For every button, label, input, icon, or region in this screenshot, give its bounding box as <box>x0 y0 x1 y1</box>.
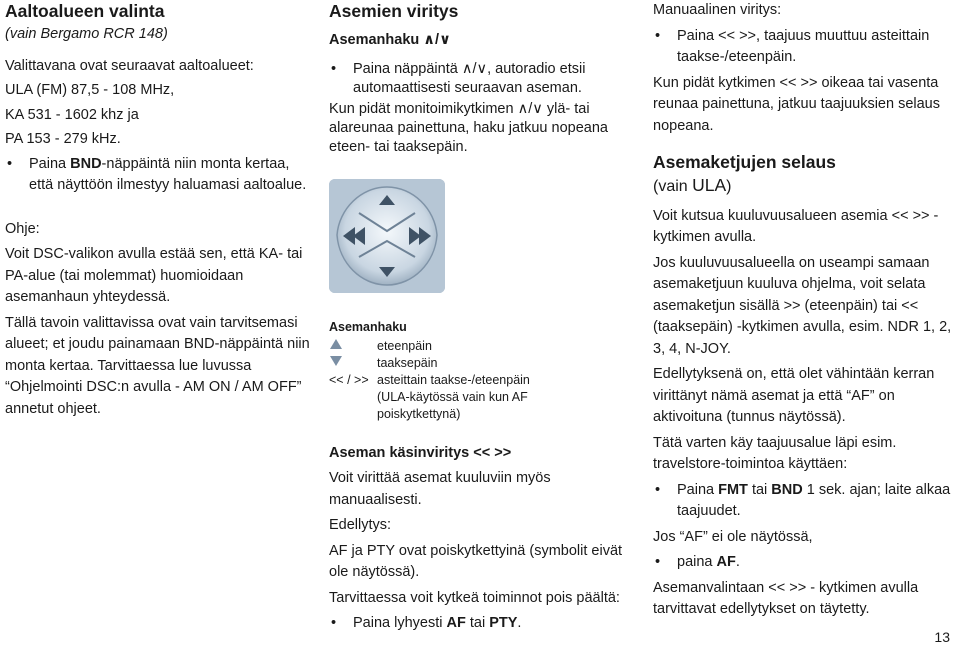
bullet-text: tai <box>747 481 772 498</box>
paragraph: KA 531 - 1602 khz ja <box>5 106 139 123</box>
bullet-text: Paina lyhyesti <box>353 615 447 631</box>
bullet-text: Paina <box>677 481 719 498</box>
note-paragraph: Voit DSC-valikon avulla estää sen, että KA- tai PA-alue (tai molemmat) huomioidaan asemanhaun yhteydessä. <box>5 246 303 305</box>
bullet-text: . <box>517 615 522 631</box>
bullet-text: paina <box>677 554 717 570</box>
column-3 <box>653 0 955 621</box>
bullet-item: • Paina näppäintä ∧/∨, autoradio etsii automaattisesti seuraavan aseman. <box>329 60 629 98</box>
bullet-bold-key: AF <box>446 615 466 631</box>
bullet-text: tai <box>465 615 490 631</box>
paragraph: PA 153 - 279 kHz. <box>5 131 121 147</box>
legend-row <box>329 389 629 423</box>
column-1 <box>5 0 310 420</box>
up-arrow-icon <box>329 338 377 355</box>
subsection-title-manual: Aseman käsinviritys << >> <box>329 444 512 461</box>
control-pad-graphic <box>329 179 445 293</box>
subsection-title-seek: Asemanhaku ∧/∨ <box>329 32 451 48</box>
legend-row <box>329 338 629 355</box>
bullet-item <box>653 552 955 574</box>
paragraph: Tätä varten käy taajuusalue läpi esim. travelstore-toimintoa käyttäen: <box>653 434 897 472</box>
subtitle-text: (vain <box>653 178 693 195</box>
bullet-item: • Paina << >>, taajuus muuttuu asteittain taakse-/eteenpäin. <box>653 26 955 69</box>
paragraph: Voit virittää asemat kuuluviin myös manuaalisesti. <box>329 470 551 508</box>
legend-key-text: << / >> <box>329 372 369 387</box>
section-title-station-chains: Asemaketjujen selaus <box>653 152 836 172</box>
paragraph: Tarvittaessa voit kytkeä toiminnot pois päältä: <box>329 589 620 606</box>
bullet-text: . <box>735 554 740 570</box>
bullet-bold-key: BND <box>70 155 102 172</box>
bullet-text: 1 sek. ajan; laite alkaa taajuudet. <box>677 481 951 519</box>
section-title-band-selection: Aaltoalueen valinta <box>5 1 165 21</box>
bullet-bold-key: AF <box>716 554 736 570</box>
paragraph: Edellytyksenä on, että olet vähintään kerran virittänyt nämä asemat ja että “AF” on aktivoituna (tunnus näytössä). <box>653 366 935 425</box>
section-subtitle: (vain Bergamo RCR 148) <box>5 26 168 42</box>
subtitle-text: ) <box>726 178 732 195</box>
section-subtitle <box>653 175 955 198</box>
paragraph: Kun pidät monitoimikytkimen ∧/∨ ylä- tai alareunaa painettuna, haku jatkuu nopeana eteen- tai taaksepäin. <box>329 100 608 155</box>
paragraph: Edellytys: <box>329 517 392 533</box>
page-number: 13 <box>934 628 950 645</box>
paragraph: Jos “AF” ei ole näytössä, <box>653 528 813 545</box>
paragraph: Kun pidät kytkimen << >> oikeaa tai vasenta reunaa painettuna, jatkuu taajuuksien selaus nopeana. <box>653 74 940 134</box>
legend-spacer <box>329 389 377 423</box>
bullet-bold-key: FMT <box>718 481 748 498</box>
bullet-item <box>329 613 629 635</box>
paragraph: Jos kuuluvuusalueella on useampi samaan asemaketjuun kuuluva ohjelma, voit selata asemaketjun sisällä >> (eteenpäin) tai << (taaksepäin) -kytkimen avulla, esim. NDR 1, 2, 3, 4, N-JOY. <box>653 254 952 357</box>
paragraph: Voit kutsua kuuluvuusalueen asemia << >> - kytkimen avulla. <box>653 207 939 245</box>
bullet-item <box>653 480 955 523</box>
note-label: Ohje: <box>5 220 40 237</box>
down-arrow-icon <box>329 355 377 372</box>
paragraph: Valittavana ovat seuraavat aaltoalueet: <box>5 57 254 74</box>
paragraph: Asemanvalintaan << >> - kytkimen avulla tarvittavat edellytykset on täytetty. <box>653 579 919 617</box>
paragraph: AF ja PTY ovat poiskytkettyinä (symbolit eivät ole näytössä). <box>329 542 623 580</box>
section-title-tuning: Asemien viritys <box>329 1 459 21</box>
legend-title: Asemanhaku <box>329 319 407 334</box>
bullet-item <box>5 154 310 197</box>
legend-text: asteittain taakse-/eteenpäin <box>377 372 530 387</box>
legend-text: taaksepäin <box>377 355 438 370</box>
bullet-bold-key: BND <box>771 481 803 498</box>
paragraph: ULA (FM) 87,5 - 108 MHz, <box>5 82 175 98</box>
legend-row <box>329 355 629 372</box>
note-paragraph: Tällä tavoin valittavissa ovat vain tarvitsemasi alueet; et joudu painamaan BND-näppäintä niin monta kertaa. Tarvittaessa lue luvussa “Ohjelmointi DSC:n avulla - AM ON / AM OFF” annetut ohjeet. <box>5 314 310 417</box>
paragraph: Manuaalinen viritys: <box>653 2 782 18</box>
subtitle-band: ULA <box>692 175 727 195</box>
legend-text: (ULA-käytössä vain kun AF poiskytkettynä) <box>377 389 528 421</box>
bullet-text: -näppäintä niin monta kertaa, että näyttöön ilmestyy haluamasi aaltoalue. <box>29 155 307 193</box>
legend-text: eteenpäin <box>377 338 432 353</box>
legend-row <box>329 372 629 389</box>
bullet-bold-key: PTY <box>489 615 518 631</box>
column-2 <box>329 0 629 635</box>
control-pad-illustration <box>329 179 445 293</box>
bullet-text: Paina <box>29 155 71 172</box>
